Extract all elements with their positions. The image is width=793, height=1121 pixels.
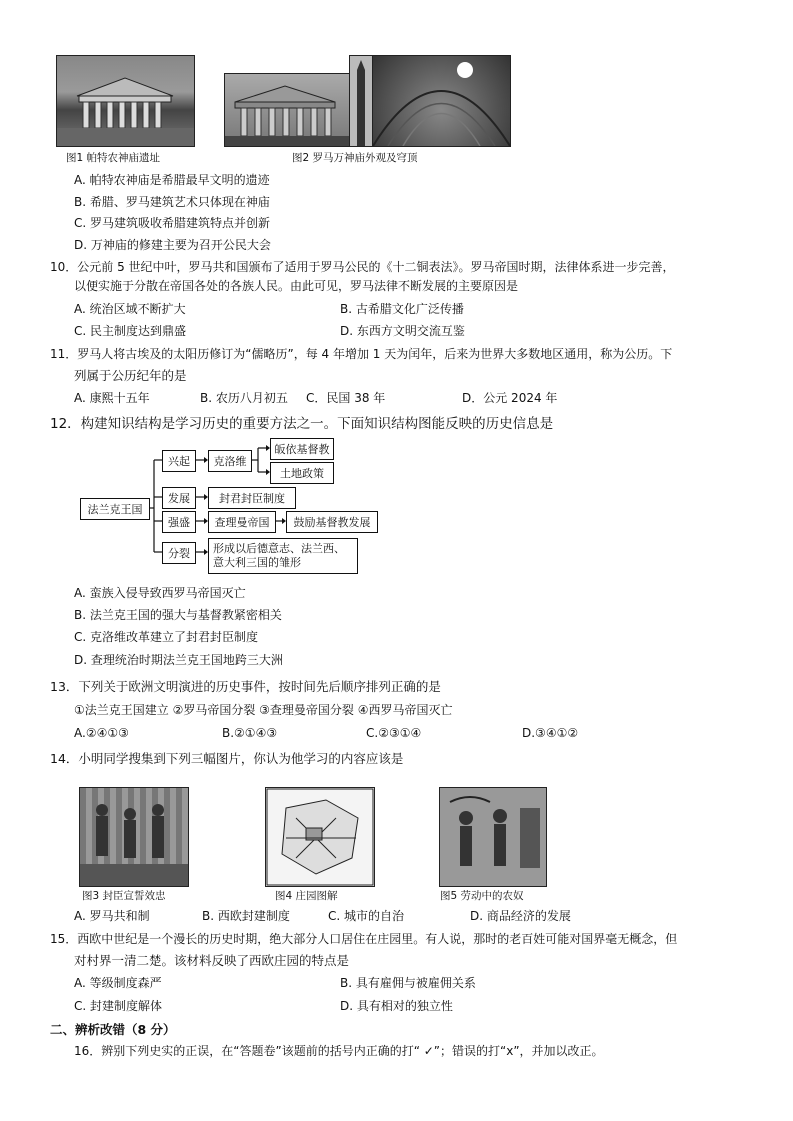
q10-option-b: B. 古希腊文化广泛传播 (340, 302, 464, 316)
diagram-node-three-kingdoms-result: 形成以后德意志、法兰西、意大利三国的雏形 (208, 538, 358, 574)
q11-stem-line1: 11．罗马人将古埃及的太阳历修订为“儒略历”，每 4 年增加 1 天为闰年，后来为世界大多数地区通用，称为公历。下 (50, 347, 673, 361)
diagram-node-land-policy: 土地政策 (270, 462, 334, 484)
vassal-oath-image (79, 787, 189, 887)
q15-option-d: D. 具有相对的独立性 (340, 999, 453, 1013)
q11-option-b: B. 农历八月初五 (200, 391, 288, 405)
diagram-node-clovis: 克洛维 (208, 450, 252, 472)
q9-option-d: D. 万神庙的修建主要为召开公民大会 (74, 238, 271, 252)
q13-option-b: B.②①④③ (222, 726, 278, 740)
diagram-node-prosperity: 强盛 (162, 511, 196, 533)
serfs-working-image (439, 787, 547, 887)
q13-option-c: C.②③①④ (366, 726, 422, 740)
diagram-node-encourage-christianity: 鼓励基督教发展 (286, 511, 378, 533)
fig5-caption: 图5 劳动中的农奴 (440, 890, 524, 902)
fig1-caption: 图1 帕特农神庙遗址 (66, 152, 161, 164)
q10-stem-line1: 10．公元前 5 世纪中叶，罗马共和国颁布了适用于罗马公民的《十二铜表法》。罗马帝国时期，法律体系进一步完善， (50, 260, 675, 274)
q14-option-a: A. 罗马共和制 (74, 909, 150, 923)
diagram-node-fief-system: 封君封臣制度 (208, 487, 296, 509)
fig2-caption: 图2 罗马万神庙外观及穹顶 (292, 152, 418, 164)
q10-option-a: A. 统治区域不断扩大 (74, 302, 186, 316)
q12-stem: 12．构建知识结构是学习历史的重要方法之一。下面知识结构图能反映的历史信息是 (50, 416, 554, 432)
q13-option-d: D.③④①② (522, 726, 579, 740)
q15-option-b: B. 具有雇佣与被雇佣关系 (340, 976, 476, 990)
q13-stem: 13．下列关于欧洲文明演进的历史事件，按时间先后顺序排列正确的是 (50, 679, 441, 694)
diagram-node-development: 发展 (162, 487, 196, 509)
q11-option-c: C．民国 38 年 (306, 391, 386, 405)
diagram-node-charlemagne-empire: 查理曼帝国 (208, 511, 276, 533)
q14-stem: 14．小明同学搜集到下列三幅图片，你认为他学习的内容应该是 (50, 751, 404, 766)
q15-stem-line1: 15．西欧中世纪是一个漫长的历史时期，绝大部分人口居住在庄园里。有人说，那时的老百姓可能对国界毫无概念，但 (50, 932, 678, 946)
diagram-node-rise: 兴起 (162, 450, 196, 472)
q15-option-a: A. 等级制度森严 (74, 976, 162, 990)
q12-option-c: C. 克洛维改革建立了封君封臣制度 (74, 630, 259, 644)
q9-option-b: B. 希腊、罗马建筑艺术只体现在神庙 (74, 195, 270, 209)
q10-stem-line2: 以便实施于分散在帝国各处的各族人民。由此可见，罗马法律不断发展的主要原因是 (74, 279, 519, 293)
q16-stem: 16．辨别下列史实的正误，在“答题卷”该题前的括号内正确的打“ ✓”；错误的打“x”，并加以改正。 (74, 1044, 604, 1058)
manor-diagram-image (265, 787, 375, 887)
q11-stem-line2: 列属于公历纪年的是 (74, 368, 187, 383)
q12-option-a: A. 蛮族入侵导致西罗马帝国灭亡 (74, 586, 246, 600)
q15-stem-line2: 对村界一清二楚。该材料反映了西欧庄园的特点是 (74, 953, 350, 968)
q13-option-a: A.②④①③ (74, 726, 129, 740)
fig4-caption: 图4 庄园图解 (275, 890, 338, 902)
q14-option-b: B. 西欧封建制度 (202, 909, 290, 923)
q14-option-d: D. 商品经济的发展 (470, 909, 571, 923)
q14-option-c: C. 城市的自治 (328, 909, 405, 923)
diagram-root-frankish-kingdom: 法兰克王国 (80, 498, 150, 520)
section2-title: 二、辨析改错（8 分） (50, 1022, 176, 1037)
diagram-node-convert-christianity: 皈依基督教 (270, 438, 334, 460)
q12-option-d: D. 查理统治时期法兰克王国地跨三大洲 (74, 653, 283, 667)
q11-option-d: D．公元 2024 年 (462, 391, 558, 405)
q13-events: ①法兰克王国建立 ②罗马帝国分裂 ③查理曼帝国分裂 ④西罗马帝国灭亡 (74, 703, 453, 717)
q10-option-c: C. 民主制度达到鼎盛 (74, 324, 187, 338)
q9-option-a: A. 帕特农神庙是希腊最早文明的遗迹 (74, 173, 270, 187)
q12-option-b: B. 法兰克王国的强大与基督教紧密相关 (74, 608, 282, 622)
q15-option-c: C. 封建制度解体 (74, 999, 163, 1013)
diagram-node-division: 分裂 (162, 542, 196, 564)
q10-option-d: D. 东西方文明交流互鉴 (340, 324, 465, 338)
q9-option-c: C. 罗马建筑吸收希腊建筑特点并创新 (74, 216, 271, 230)
q11-option-a: A. 康熙十五年 (74, 391, 150, 405)
fig3-caption: 图3 封臣宣誓效忠 (82, 890, 166, 902)
